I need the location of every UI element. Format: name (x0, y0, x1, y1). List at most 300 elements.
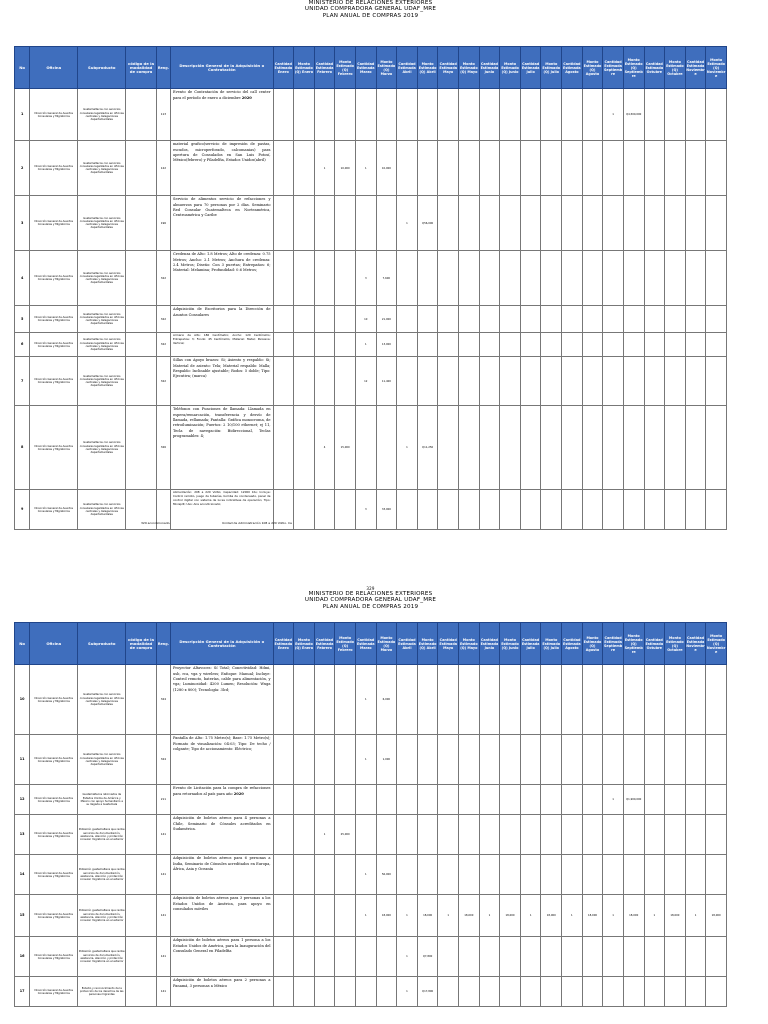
row-number: 8 (15, 406, 30, 490)
quantity-cell (314, 665, 335, 735)
amount-cell: 18,000 (417, 895, 438, 937)
amount-cell (623, 251, 644, 306)
amount-cell (294, 89, 315, 141)
amount-cell (541, 357, 562, 406)
col-header: Descripción General de la Adquisición o Contratación (170, 623, 273, 665)
quantity-cell (314, 855, 335, 895)
row-number: 11 (15, 735, 30, 785)
quantity-cell (685, 196, 706, 251)
page-1-footer-right: Unidad de Administración 108 a 220 Voltio. Ca (222, 521, 292, 525)
quantity-cell: 1 (685, 895, 706, 937)
quantity-cell (438, 406, 459, 490)
year-emphasis: 2020 (233, 791, 244, 796)
amount-cell (541, 141, 562, 196)
office-cell: Dirección General de Asuntos Consulares y Migratorios (30, 895, 78, 937)
amount-cell: Q17,800 (417, 977, 438, 1007)
quantity-cell (644, 815, 665, 855)
quantity-cell (314, 89, 335, 141)
amount-cell (417, 251, 438, 306)
amount-cell: Q7,800 (417, 937, 438, 977)
amount-cell (665, 406, 686, 490)
amount-cell (623, 977, 644, 1007)
quantity-cell (438, 141, 459, 196)
amount-cell: 18,000 (376, 895, 397, 937)
amount-cell (417, 333, 438, 357)
quantity-cell (479, 937, 500, 977)
quantity-cell (520, 89, 541, 141)
office-cell: Dirección General de Asuntos Consulares y Migratorios (30, 251, 78, 306)
description-cell: Pantalla de Alto: 1.75 Metro(s); Base: 1.75 Metro(s); Formato de visualización: 04:03; Tipo: De techo / colgante; Tipo de accionamiento: Eléctrico; (170, 735, 273, 785)
amount-cell: 6,000 (376, 665, 397, 735)
quantity-cell (479, 490, 500, 530)
amount-cell (294, 333, 315, 357)
quantity-cell (314, 785, 335, 815)
quantity-cell (603, 306, 624, 333)
amount-cell (582, 937, 603, 977)
row-number: 13 (15, 815, 30, 855)
quantity-cell (644, 490, 665, 530)
col-header: Monto Estimado (Q) Noviembre (706, 47, 727, 89)
quantity-cell (520, 815, 541, 855)
sheet-page-2 (14, 586, 727, 1007)
amount-cell (623, 735, 644, 785)
office-cell: Dirección General de Asuntos Consulares y Migratorios (30, 306, 78, 333)
col-header: código de la modalidad de compra (126, 47, 157, 89)
col-header: Cantidad Estimada Septiembre (603, 47, 624, 89)
quantity-cell (273, 895, 294, 937)
quantity-cell (685, 937, 706, 977)
quantity-cell (520, 306, 541, 333)
amount-cell (459, 406, 480, 490)
amount-cell (294, 357, 315, 406)
amount-cell (582, 977, 603, 1007)
quantity-cell (314, 937, 335, 977)
quantity-cell (355, 785, 376, 815)
amount-cell (294, 895, 315, 937)
quantity-cell: 1 (397, 977, 418, 1007)
amount-cell (541, 251, 562, 306)
quantity-cell (562, 141, 583, 196)
quantity-cell (273, 141, 294, 196)
amount-cell (500, 89, 521, 141)
row-number: 6 (15, 333, 30, 357)
page-1-header (14, 0, 727, 19)
modality-cell (126, 735, 157, 785)
header-ministry: MINISTERIO DE RELACIONES EXTERIORES (308, 591, 433, 597)
row-number: 9 (15, 490, 30, 530)
amount-cell (623, 937, 644, 977)
row-number: 5 (15, 306, 30, 333)
col-header: Monto Estimado (Q) Abril (417, 47, 438, 89)
quantity-cell (273, 357, 294, 406)
quantity-cell (273, 89, 294, 141)
amount-cell (706, 490, 727, 530)
office-cell: Dirección General de Asuntos Consulares y Migratorios (30, 665, 78, 735)
col-header: No (15, 47, 30, 89)
reng-cell: 196 (156, 196, 170, 251)
amount-cell (665, 251, 686, 306)
quantity-cell (644, 937, 665, 977)
amount-cell (582, 251, 603, 306)
col-header: Oficina (30, 623, 78, 665)
amount-cell: Q56,000 (417, 196, 438, 251)
office-cell: Dirección General de Asuntos Consulares y Migratorios (30, 977, 78, 1007)
col-header: Cantidad Estimada Mayo (438, 623, 459, 665)
amount-cell: Q4,500,000 (623, 89, 644, 141)
subproduct-cell: Población guatemalteca que recibe servicios de documentación, asistencia, atención y protección consular migratoria en el exterior (78, 815, 126, 855)
quantity-cell (603, 490, 624, 530)
quantity-cell: 1 (397, 406, 418, 490)
office-cell: Dirección General de Asuntos Consulares y Migratorios (30, 89, 78, 141)
modality-cell (126, 406, 157, 490)
amount-cell (706, 855, 727, 895)
quantity-cell (397, 815, 418, 855)
amount-cell (417, 141, 438, 196)
reng-cell: 324 (156, 735, 170, 785)
amount-cell (665, 977, 686, 1007)
quantity-cell (562, 333, 583, 357)
quantity-cell (603, 815, 624, 855)
amount-cell (623, 141, 644, 196)
col-header: Cantidad Estimada Octubre (644, 47, 665, 89)
quantity-cell (644, 785, 665, 815)
quantity-cell (644, 357, 665, 406)
quantity-cell (355, 89, 376, 141)
quantity-cell (314, 251, 335, 306)
amount-cell (706, 735, 727, 785)
quantity-cell (562, 306, 583, 333)
amount-cell (500, 490, 521, 530)
quantity-cell (603, 977, 624, 1007)
subproduct-cell: Guatemaltecos con servicios consulares legalizados en oficinas centrales y delegaciones departamentales (78, 306, 126, 333)
amount-cell (582, 855, 603, 895)
quantity-cell (644, 855, 665, 895)
amount-cell (665, 357, 686, 406)
office-cell: Dirección General de Asuntos Consulares y Migratorios (30, 785, 78, 815)
quantity-cell (644, 89, 665, 141)
amount-cell: 11,400 (376, 357, 397, 406)
description-cell: Sillas con Apoyo brazos: Si; Asiento y respaldo: Si; Material de asiento: Tela; Material respaldo: Malla; Respaldo: Inclinable ajustable; Rodos: 5 doble; Tipo: Ejecutiva; (marca) (170, 357, 273, 406)
subproduct-cell: Guatemaltecos con servicios consulares legalizados en oficinas centrales y delegaciones departamentales (78, 141, 126, 196)
quantity-cell (273, 937, 294, 977)
quantity-cell (397, 306, 418, 333)
subproduct-cell: Guatemaltecos con servicios consulares legalizados en oficinas centrales y delegaciones departamentales (78, 406, 126, 490)
amount-cell (335, 89, 356, 141)
amount-cell (541, 196, 562, 251)
quantity-cell (438, 977, 459, 1007)
quantity-cell: 1 (355, 895, 376, 937)
table-row (15, 406, 727, 490)
amount-cell (500, 333, 521, 357)
amount-cell (623, 357, 644, 406)
amount-cell (500, 937, 521, 977)
header-unit: UNIDAD COMPRADORA GENERAL UDAF_MRE (304, 597, 437, 604)
quantity-cell (273, 977, 294, 1007)
quantity-cell: 1 (397, 937, 418, 977)
quantity-cell (562, 196, 583, 251)
quantity-cell (644, 141, 665, 196)
amount-cell (376, 406, 397, 490)
amount-cell (541, 89, 562, 141)
description-cell: Teléfonos con Funciones de llamada: Llamada en espera/remarcación, transferencia y desvío de llamada, rellamada; Pantalla: Gráfica monocroma, de retroiluminación; Puertos: 2 10/100 ethernet; ej 11, Tecla de navegación: Bidireccional, Teclas programables: 4; (170, 406, 273, 490)
amount-cell (541, 815, 562, 855)
amount-cell (623, 815, 644, 855)
amount-cell (500, 665, 521, 735)
quantity-cell (685, 357, 706, 406)
amount-cell: 25,000 (335, 815, 356, 855)
quantity-cell: 1 (355, 855, 376, 895)
amount-cell (541, 665, 562, 735)
quantity-cell (397, 735, 418, 785)
reng-cell: 141 (156, 937, 170, 977)
col-header: Cantidad Estimada Noviembre (685, 47, 706, 89)
quantity-cell (273, 406, 294, 490)
quantity-cell (438, 855, 459, 895)
modality-cell (126, 357, 157, 406)
amount-cell (335, 196, 356, 251)
description-cell: Armario de Alto: 186 Centímetro; Ancho: 120 Centímetro; Entrepaños: 3; Fondo: 45 Centímetro; Material: Metal; Persiana: Vertical; (170, 333, 273, 357)
quantity-cell (520, 937, 541, 977)
quantity-cell (562, 665, 583, 735)
amount-cell (294, 855, 315, 895)
quantity-cell (397, 665, 418, 735)
amount-cell: 13,000 (376, 333, 397, 357)
quantity-cell (355, 196, 376, 251)
page-1-footer-left: 329 acondicionado. (141, 521, 171, 525)
page-2-header (14, 586, 727, 610)
quantity-cell (397, 333, 418, 357)
amount-cell (706, 89, 727, 141)
amount-cell (417, 357, 438, 406)
description-cell: Adquisición de boletos aéreos para 2 personas a Panamá, 3 personas a México (170, 977, 273, 1007)
description-cell: Adquisición de boletos aéreos para 6 personas a India, Seminario de Cónsules acreditados en Europa, África, Asia y Oceanía (170, 855, 273, 895)
description-cell: Adquisición de Escritorios para la Dirección de Asuntos Consulares (170, 306, 273, 333)
quantity-cell (273, 665, 294, 735)
modality-cell (126, 895, 157, 937)
amount-cell (459, 306, 480, 333)
amount-cell (706, 357, 727, 406)
amount-cell (665, 196, 686, 251)
amount-cell (417, 89, 438, 141)
description-cell: Adquisición de boletos aéreos para 1 persona a los Estados Unidos de América, para la Inauguración del Consulado General en Filadelfia (170, 937, 273, 977)
amount-cell (500, 357, 521, 406)
amount-cell (541, 735, 562, 785)
office-cell: Dirección General de Asuntos Consulares y Migratorios (30, 490, 78, 530)
quantity-cell (520, 785, 541, 815)
amount-cell: 56,000 (376, 855, 397, 895)
table-row (15, 895, 727, 937)
amount-cell (294, 490, 315, 530)
quantity-cell (479, 665, 500, 735)
quantity-cell: 1 (355, 333, 376, 357)
amount-cell (335, 937, 356, 977)
amount-cell (335, 251, 356, 306)
amount-cell (376, 196, 397, 251)
quantity-cell (685, 306, 706, 333)
quantity-cell (520, 735, 541, 785)
col-header: Cantidad Estimada Febrero (314, 623, 335, 665)
quantity-cell (603, 333, 624, 357)
amount-cell (541, 406, 562, 490)
quantity-cell (273, 855, 294, 895)
table-row (15, 815, 727, 855)
quantity-cell (603, 937, 624, 977)
modality-cell (126, 306, 157, 333)
quantity-cell: 1 (397, 895, 418, 937)
quantity-cell (603, 735, 624, 785)
subproduct-cell: Guatemaltecos con servicios consulares legalizados en oficinas centrales y delegaciones departamentales (78, 665, 126, 735)
amount-cell (459, 490, 480, 530)
quantity-cell (314, 490, 335, 530)
amount-cell: 1,000 (376, 735, 397, 785)
modality-cell (126, 977, 157, 1007)
office-cell: Dirección General de Asuntos Consulares y Migratorios (30, 333, 78, 357)
amount-cell (459, 785, 480, 815)
modality-cell (126, 815, 157, 855)
quantity-cell (603, 406, 624, 490)
modality-cell (126, 333, 157, 357)
amount-cell (500, 251, 521, 306)
quantity-cell (479, 815, 500, 855)
quantity-cell (273, 333, 294, 357)
table-row (15, 251, 727, 306)
quantity-cell (479, 196, 500, 251)
quantity-cell (520, 141, 541, 196)
modality-cell (126, 141, 157, 196)
quantity-cell: 1 (355, 665, 376, 735)
description-cell: Credenza de Alto: 1.8 Metros; Alto de credenza: 0.75 Metros; Ancho: 2.1 Metros; Anchura de credenza: 2.4 Metros; Diseño: Con 3 puertas; Entrepaños: 6; Material: Melamina; Profundidad: 0.6 Metros; (170, 251, 273, 306)
table-row (15, 977, 727, 1007)
amount-cell (665, 785, 686, 815)
reng-cell: 122 (156, 141, 170, 196)
amount-cell (582, 89, 603, 141)
amount-cell: 33,000 (376, 490, 397, 530)
col-header: Monto Estimado (Q) Junio (500, 47, 521, 89)
col-header: Cantidad Estimada Mayo (438, 47, 459, 89)
col-header: Cantidad Estimada Abril (397, 623, 418, 665)
amount-cell (541, 333, 562, 357)
quantity-cell (314, 977, 335, 1007)
quantity-cell (562, 357, 583, 406)
quantity-cell (438, 785, 459, 815)
quantity-cell (603, 196, 624, 251)
amount-cell (335, 735, 356, 785)
quantity-cell (562, 855, 583, 895)
col-header: Subproducto (78, 47, 126, 89)
quantity-cell (644, 196, 665, 251)
col-header: Cantidad Estimada Febrero (314, 47, 335, 89)
amount-cell (665, 735, 686, 785)
description-cell: Alimentación: 208 a 220 Voltio; Capacidad: 12000 btu; Incluye: Control remoto, juego de tuberías, bomba de condensado, panel de control digital con sistema de luces indicativas de operación; Tipo: Minisplit; Uso: Aire acondicionado; (170, 490, 273, 530)
header-plan: PLAN ANUAL DE COMPRAS 2019 (322, 12, 419, 19)
quantity-cell: 1 (314, 141, 335, 196)
quantity-cell (438, 735, 459, 785)
amount-cell (582, 357, 603, 406)
quantity-cell (397, 141, 418, 196)
amount-cell (665, 937, 686, 977)
col-header: Cantidad Estimada Enero (273, 623, 294, 665)
amount-cell (582, 141, 603, 196)
quantity-cell (520, 490, 541, 530)
quantity-cell (479, 855, 500, 895)
quantity-cell (438, 937, 459, 977)
col-header: Oficina (30, 47, 78, 89)
col-header: No (15, 623, 30, 665)
amount-cell (335, 357, 356, 406)
quantity-cell: 3 (355, 251, 376, 306)
reng-cell: 322 (156, 306, 170, 333)
quantity-cell (355, 937, 376, 977)
reng-cell: 141 (156, 815, 170, 855)
amount-cell (623, 855, 644, 895)
amount-cell (500, 735, 521, 785)
amount-cell (376, 89, 397, 141)
col-header: Monto Estimado (Q) Agosto (582, 47, 603, 89)
amount-cell (294, 406, 315, 490)
quantity-cell (314, 357, 335, 406)
quantity-cell (685, 977, 706, 1007)
year-emphasis: 2020 (241, 95, 252, 100)
amount-cell (459, 855, 480, 895)
quantity-cell: 1 (644, 895, 665, 937)
quantity-cell (397, 785, 418, 815)
amount-cell (706, 665, 727, 735)
col-header: Cantidad Estimada Septiembre (603, 623, 624, 665)
quantity-cell (479, 735, 500, 785)
amount-cell (582, 785, 603, 815)
header-plan: PLAN ANUAL DE COMPRAS 2019 (322, 603, 419, 610)
amount-cell (459, 735, 480, 785)
modality-cell (126, 665, 157, 735)
amount-cell (459, 815, 480, 855)
quantity-cell (562, 815, 583, 855)
amount-cell (541, 490, 562, 530)
quantity-cell (397, 89, 418, 141)
header-unit: UNIDAD COMPRADORA GENERAL UDAF_MRE (304, 6, 437, 13)
amount-cell: 18,000 (623, 895, 644, 937)
col-header: Monto Estimado (Q) Febrero (335, 47, 356, 89)
amount-cell: 18,000 (541, 895, 562, 937)
row-number: 16 (15, 937, 30, 977)
quantity-cell (479, 141, 500, 196)
col-header: Monto Estimado (Q) Agosto (582, 623, 603, 665)
col-header: Cantidad Estimada Marzo (355, 47, 376, 89)
subproduct-cell: Guatemaltecos con servicios consulares legalizados en oficinas centrales y delegaciones departamentales (78, 357, 126, 406)
quantity-cell (314, 306, 335, 333)
col-header: Monto Estimado (Q) Enero (294, 623, 315, 665)
quantity-cell: 12 (355, 357, 376, 406)
col-header: Monto Estimado (Q) Julio (541, 47, 562, 89)
table-row (15, 855, 727, 895)
col-header: Monto Estimado (Q) Junio (500, 623, 521, 665)
amount-cell (541, 785, 562, 815)
quantity-cell (562, 490, 583, 530)
quantity-cell (273, 306, 294, 333)
col-header: Monto Estimado (Q) Septiembre (623, 47, 644, 89)
quantity-cell (314, 333, 335, 357)
quantity-cell (397, 251, 418, 306)
col-header: Cantidad Estimada Abril (397, 47, 418, 89)
quantity-cell (438, 196, 459, 251)
amount-cell (623, 306, 644, 333)
quantity-cell (644, 406, 665, 490)
amount-cell (582, 735, 603, 785)
amount-cell: 18,000 (459, 895, 480, 937)
row-number: 1 (15, 89, 30, 141)
reng-cell: 113 (156, 89, 170, 141)
amount-cell (706, 977, 727, 1007)
quantity-cell (397, 490, 418, 530)
